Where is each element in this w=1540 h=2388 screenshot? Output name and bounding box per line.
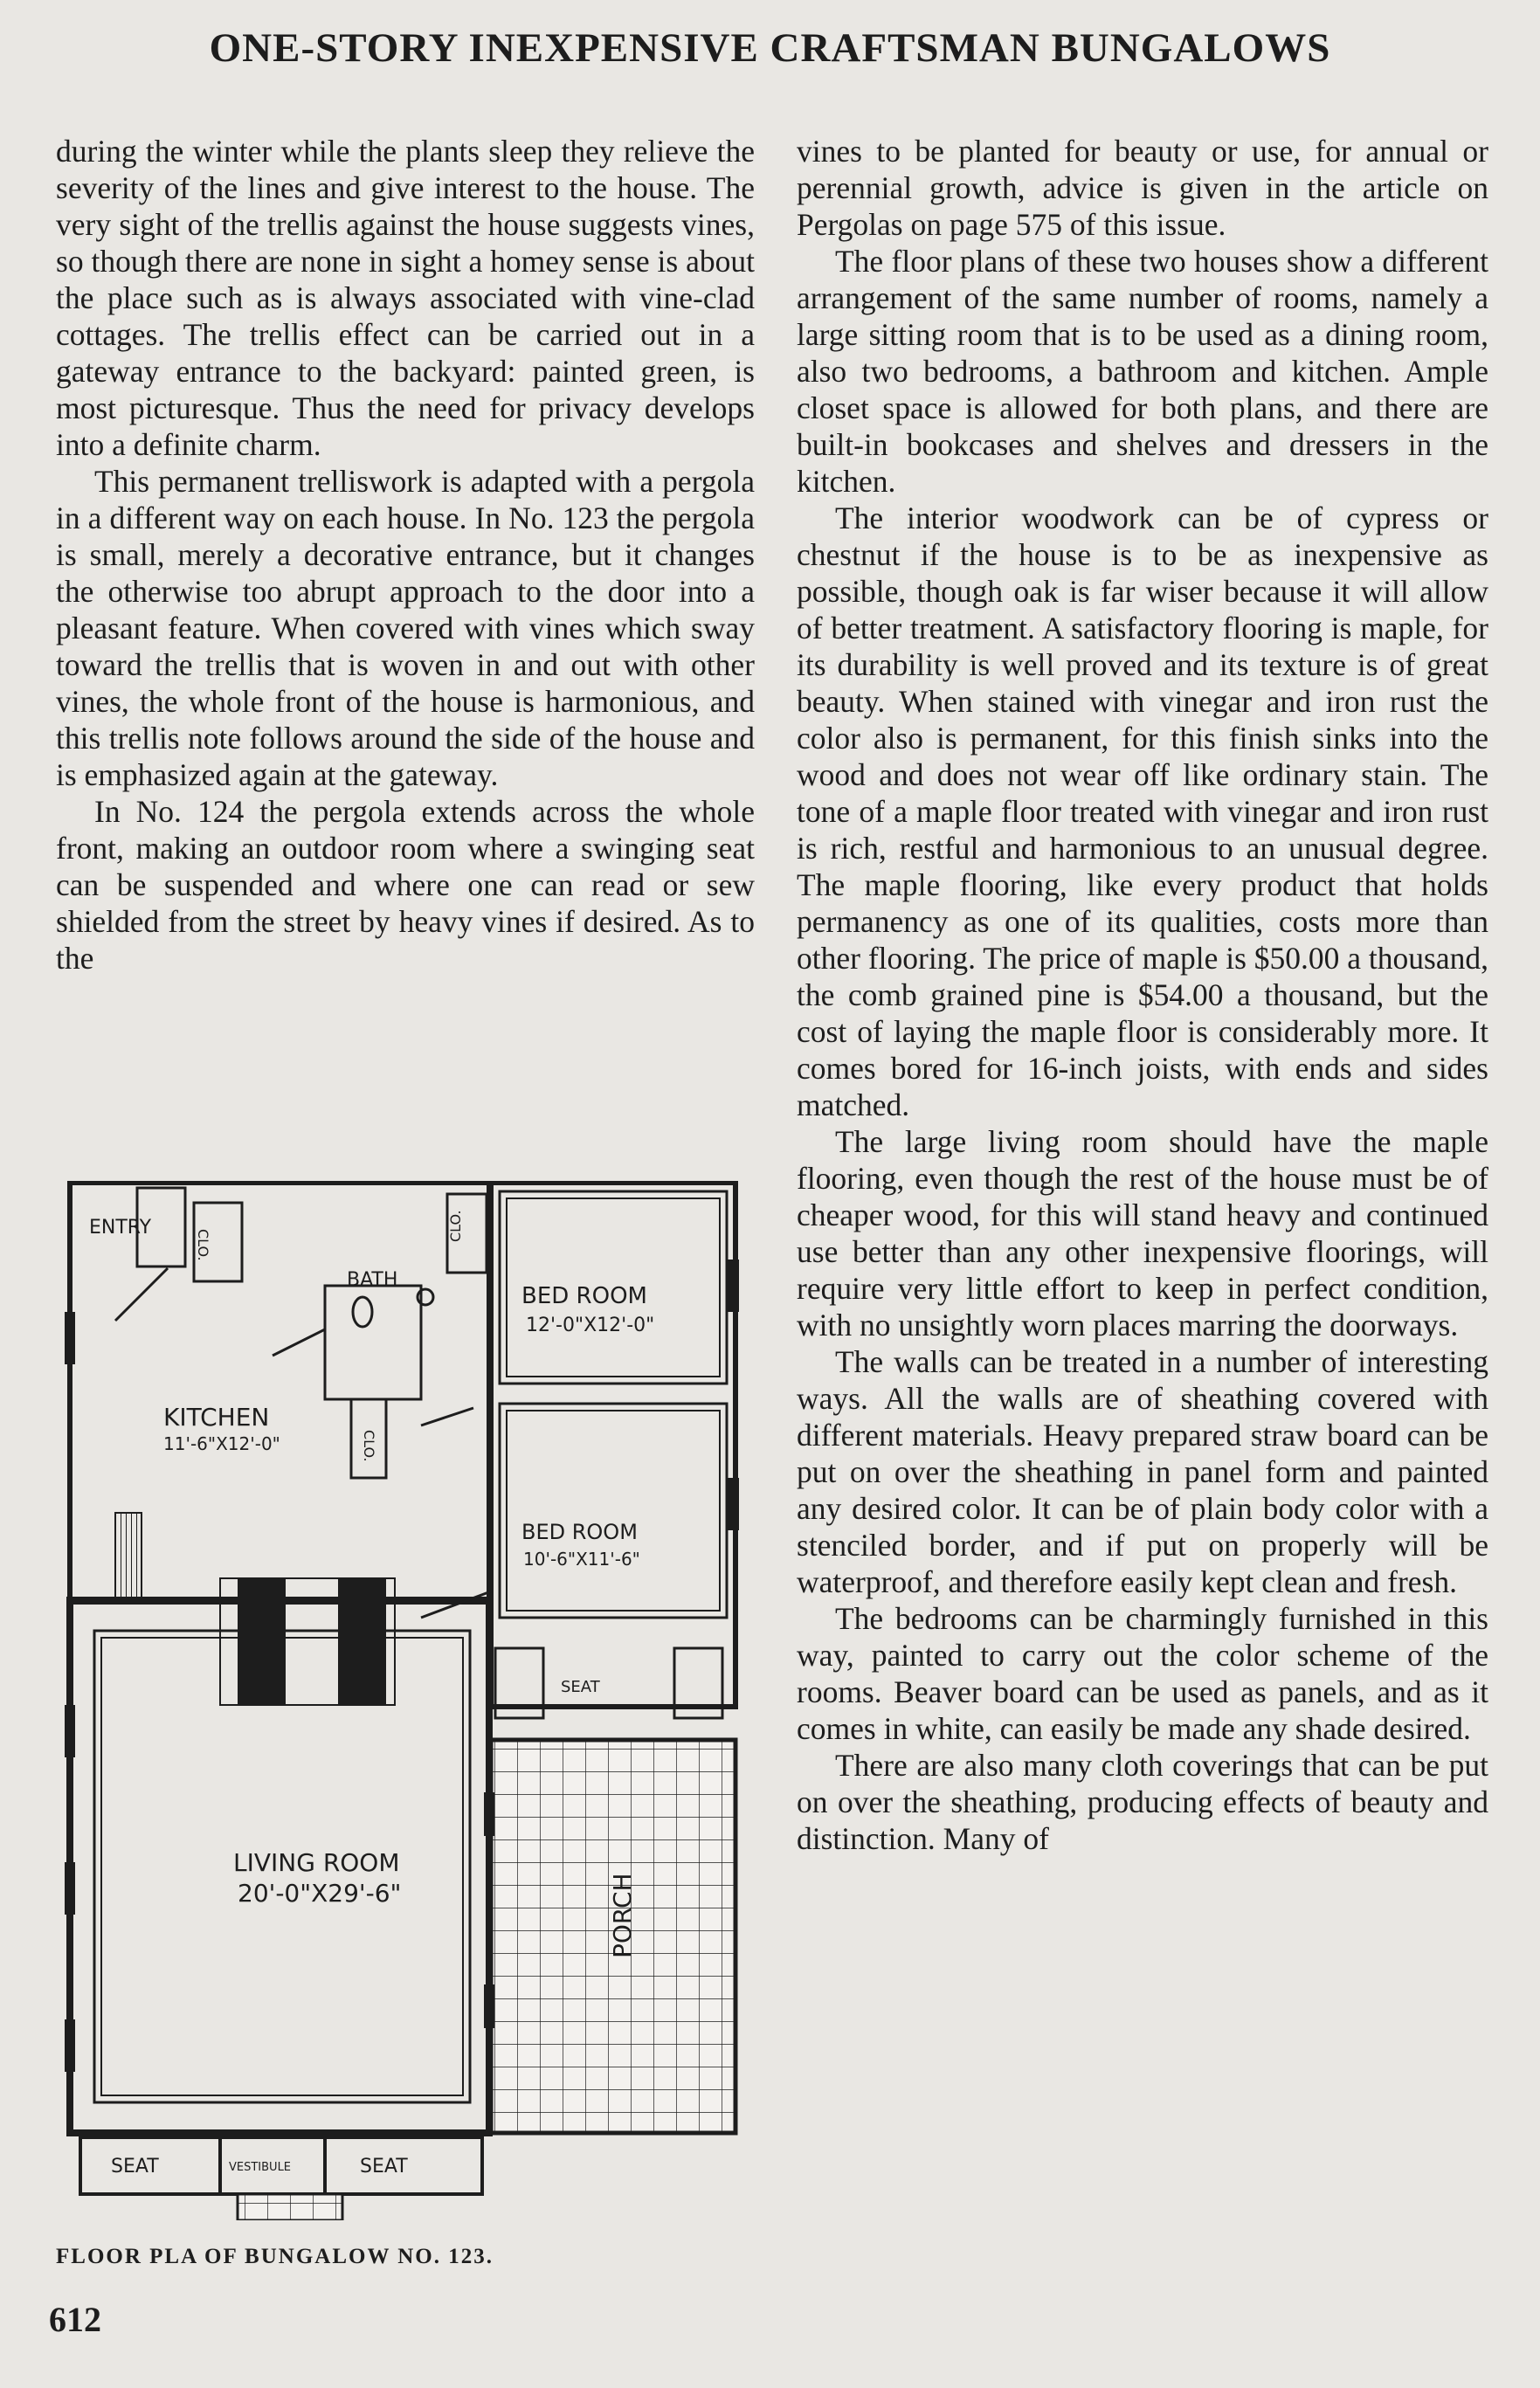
chimney-right: [338, 1578, 386, 1705]
bed-room-1-size: 12'-0"X12'-0": [526, 1315, 655, 1336]
living-room-label: LIVING ROOM: [233, 1848, 400, 1877]
bed-room-2-wall: [500, 1404, 727, 1618]
left-paragraph-2: This permanent trelliswork is adapted with a pergola in a different way on each house. In No. 123 the pergola is small, merely a decorative entrance, but it changes the otherwise too abrupt approach to the door into a pleasant feature. When covered with vines which sway toward the trellis that is woven in and out with other vines, the whole front of the house is harmonious, and this trellis note follows around the side of the house and is emphasized again at the gateway.: [56, 464, 755, 792]
bed-room-2-size: 10'-6"X11'-6": [523, 1549, 640, 1570]
bedroom-wing-wall: [491, 1183, 735, 1707]
left-paragraph-3: In No. 124 the pergola extends across the whole front, making an outdoor room where a swinging seat can be suspended and where one can read or sew shielded from the street by heavy vines if desired. As to the: [56, 794, 755, 976]
right-paragraph-5: The walls can be treated in a number of interesting ways. All the walls are of sheathing covered with different materials. Heavy prepared straw board can be put on over the sheathing in panel form and painted any desired color. It can be of plain body color with a stenciled border, and if put on properly will be waterproof, and therefore easily kept clean and fresh.: [797, 1344, 1488, 1599]
kitchen-size: 11'-6"X12'-0": [163, 1433, 280, 1454]
clo-label-2: CLO.: [447, 1210, 464, 1242]
right-column: [797, 133, 1488, 1857]
right-paragraph-1: vines to be planted for beauty or use, for annual or perennial growth, advice is given in the article on Pergolas on page 575 of this issue.: [797, 134, 1488, 242]
page-header: ONE-STORY INEXPENSIVE CRAFTSMAN BUNGALOWS: [209, 25, 1331, 71]
porch-label: PORCH: [608, 1873, 637, 1958]
floor-plan-figure: [63, 1181, 744, 2220]
clo-label-3: CLO.: [361, 1430, 377, 1462]
bed-room-2-label: BED ROOM: [521, 1520, 638, 1544]
bed-room-1-label: BED ROOM: [521, 1283, 647, 1309]
left-paragraph-1: during the winter while the plants sleep they relieve the severity of the lines and give interest to the house. The very sight of the trellis against the house suggests vines, so though there are none in sight a homey sense is about the place such as is always associated with vine-clad cottages. The trellis effect can be carried out in a gateway entrance to the backyard: painted green, is most picturesque. Thus the need for privacy develops into a definite charm.: [56, 134, 755, 462]
seat-label-right: SEAT: [360, 2156, 408, 2177]
right-paragraph-3: The interior woodwork can be of cypress or chestnut if the house is to be as inexpensive as possible, though oak is far wiser because it will allow of better treatment. A satisfactory flooring is maple, for its durability is well proved and its texture is of great beauty. When stained with vinegar and iron rust the color also is permanent, for this finish sinks into the wood and does not wear off like ordinary stain. The tone of a maple floor treated with vinegar and iron rust is rich, restful and harmonious to an unusual degree. The maple flooring, like every product that holds permanency as one of its qualities, costs more than other flooring. The price of maple is $50.00 a thousand, the comb grained pine is $54.00 a thousand, but the cost of laying the maple floor is considerably more. It comes bored for 16-inch joists, with ends and sides matched.: [797, 500, 1488, 1122]
living-room-size: 20'-0"X29'-6": [238, 1879, 402, 1908]
seat-label-left: SEAT: [111, 2156, 159, 2177]
bath-label: BATH: [347, 1269, 398, 1291]
right-paragraph-4: The large living room should have the maple flooring, even though the rest of the house must be of cheaper wood, for this will stand heavy and continued use better than any other inexpensive floorings, will require very little effort to keep in perfect condition, with no unsightly worn places marring the doorways.: [797, 1124, 1488, 1342]
kitchen-label: KITCHEN: [163, 1403, 270, 1432]
entry-label: ENTRY: [89, 1217, 152, 1239]
front-step-grid: [238, 2194, 342, 2220]
floor-plan-caption: FLOOR PLA OF BUNGALOW NO. 123.: [56, 2245, 494, 2268]
right-paragraph-6: The bedrooms can be charmingly furnished in this way, painted to carry out the color scheme of the rooms. Beaver board can be used as panels, and as it comes in white, can easily be made any shade desired.: [797, 1601, 1488, 1746]
right-paragraph-2: The floor plans of these two houses show a different arrangement of the same number of rooms, namely a large sitting room that is to be used as a dining room, also two bedrooms, a bathroom and kitchen. Ample closet space is allowed for both plans, and there are built-in bookcases and shelves and dressers in the kitchen.: [797, 244, 1488, 499]
bedroom-seat-label: SEAT: [561, 1678, 600, 1696]
page-number: 612: [49, 2300, 101, 2339]
left-column: [56, 133, 755, 977]
kitchen-range: [115, 1513, 142, 1600]
chimney-left: [238, 1578, 286, 1705]
bath-room: [325, 1286, 421, 1399]
floor-plan-drawing: [63, 1181, 744, 2220]
vestibule-label: VESTIBULE: [229, 2161, 292, 2174]
clo-label-1: CLO.: [195, 1229, 211, 1261]
right-paragraph-7: There are also many cloth coverings that can be put on over the sheathing, producing effects of beauty and distinction. Many of: [797, 1748, 1488, 1856]
